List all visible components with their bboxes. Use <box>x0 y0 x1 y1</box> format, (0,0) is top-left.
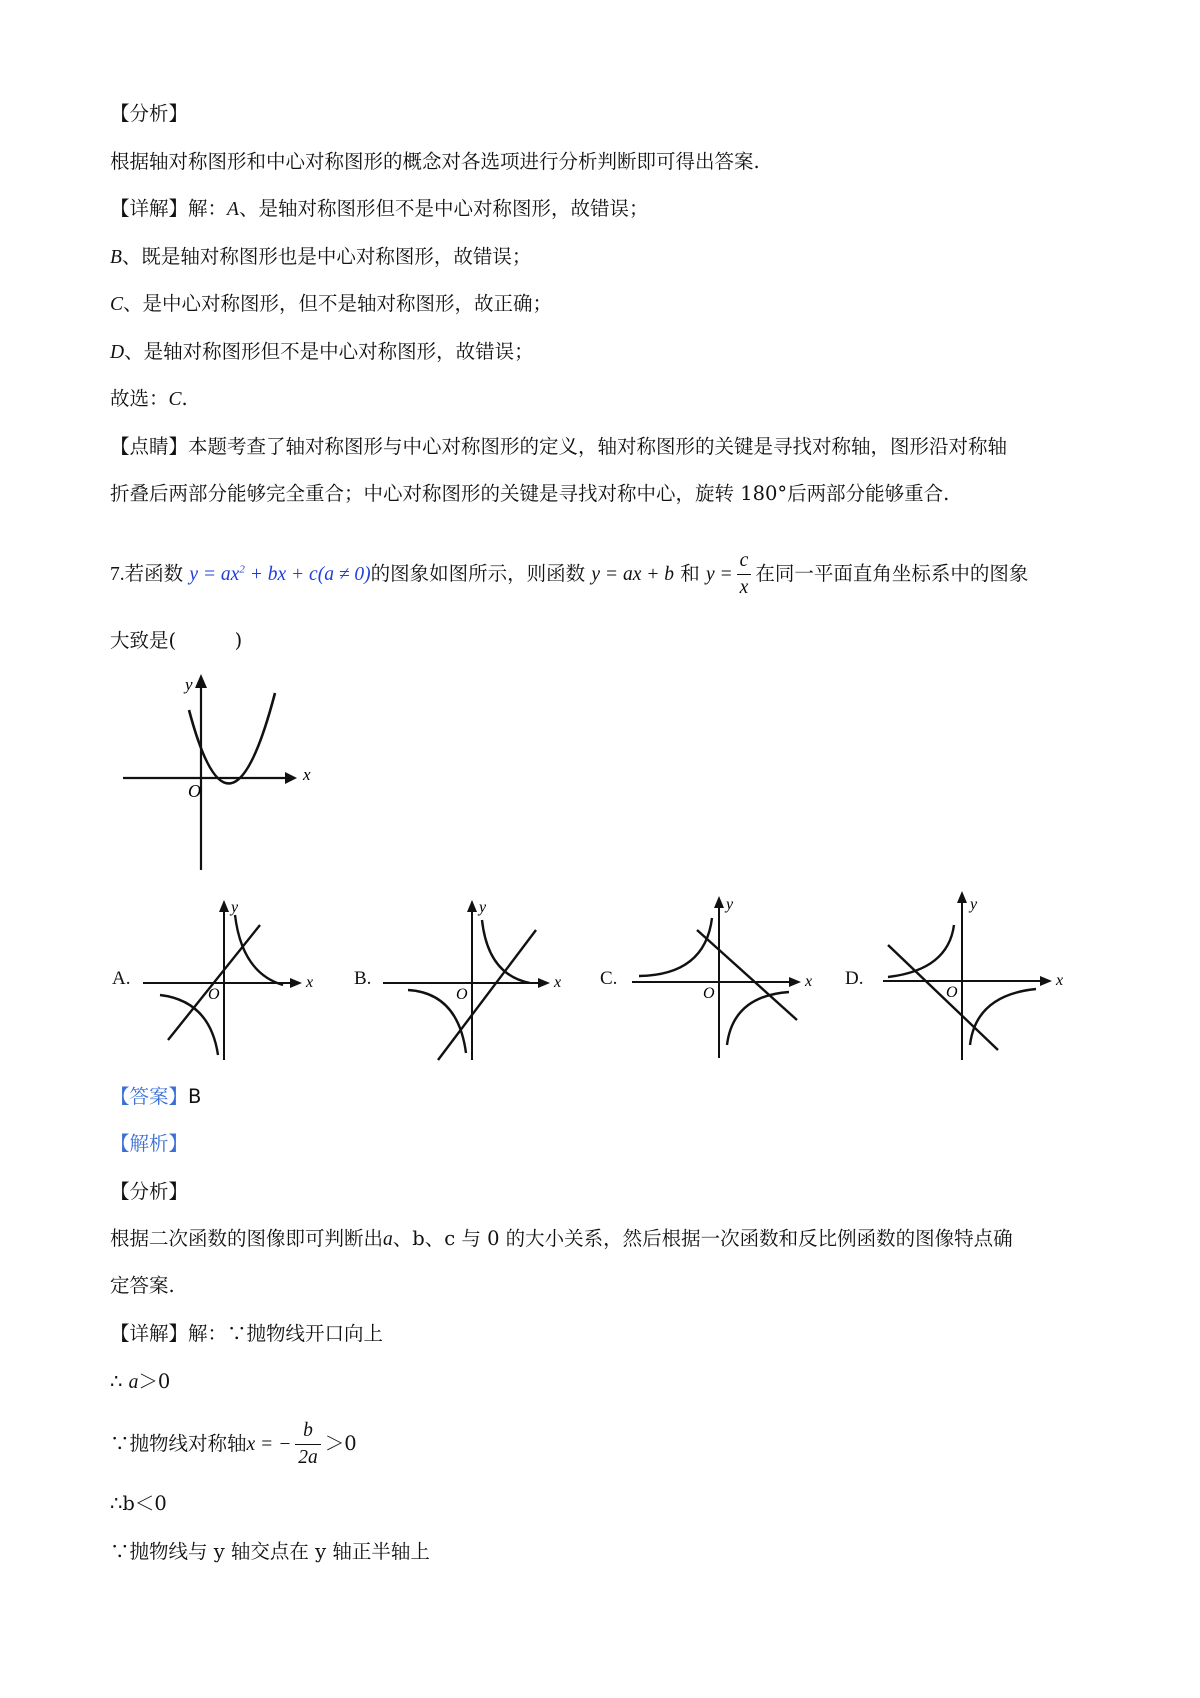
option-c-label[interactable]: C. <box>600 968 618 989</box>
jiexi-tag: 【解析】 <box>110 1132 189 1155</box>
option-c-graph[interactable] <box>627 890 827 1060</box>
y-axis-label: y <box>970 896 978 913</box>
option-b-graph[interactable] <box>378 895 578 1065</box>
option-d-graph[interactable] <box>878 885 1078 1065</box>
inverse-fraction: $\frac{c}{x}$ <box>737 548 752 601</box>
option-b-label[interactable]: B. <box>354 968 372 989</box>
detail-line-d: D、是轴对称图形但不是中心对称图形，故错误； <box>110 340 534 363</box>
x-axis-label: x <box>306 974 314 991</box>
y-axis-label: y <box>185 675 193 694</box>
detail-line-c: C、是中心对称图形，但不是轴对称图形，故正确； <box>110 292 553 315</box>
detail2-line-4: ∴b＜0 <box>110 1492 167 1515</box>
x-axis-label: x <box>303 765 311 784</box>
option-a-label[interactable]: A. <box>112 968 131 989</box>
question-7-line-1: 7.若函数 $y = ax^2$ + bx + c(a ≠ 0)的图象如图所示，则函数 y = ax + b 和 y = $\frac{c}{x}$ 在同一平面直角坐标系中的图象 <box>110 548 1028 601</box>
detail2-line-2: ∴ a＞0 <box>110 1370 171 1393</box>
detail2-line-1: 【详解】解：∵抛物线开口向上 <box>110 1322 384 1345</box>
y-axis-label: y <box>726 896 734 913</box>
option-a-graph[interactable] <box>138 895 338 1065</box>
origin-label: O <box>456 986 468 1003</box>
x-axis-label: x <box>1056 972 1064 989</box>
x-axis-label: x <box>554 974 562 991</box>
origin-label: O <box>208 986 220 1003</box>
detail2-line-5: ∵抛物线与 y 轴交点在 y 轴正半轴上 <box>110 1540 430 1563</box>
x-axis-label: x <box>805 973 813 990</box>
analysis-text: 根据轴对称图形和中心对称图形的概念对各选项进行分析判断即可得出答案. <box>110 150 760 173</box>
answer-line: 【答案】B <box>110 1085 202 1108</box>
origin-label: O <box>946 984 958 1001</box>
detail-line-b: B、既是轴对称图形也是中心对称图形，故错误； <box>110 245 532 268</box>
option-d-label[interactable]: D. <box>845 968 864 989</box>
analysis-tag: 【分析】 <box>110 102 189 125</box>
question-7-line-2: 大致是( ) <box>110 629 243 652</box>
axis-fraction: $\frac{b}{2a}$ <box>295 1418 321 1471</box>
analysis2-line-2: 定答案. <box>110 1274 175 1297</box>
quadratic-formula: $y = ax^2$ + bx + c(a ≠ 0) <box>189 563 371 585</box>
origin-label: O <box>188 781 201 801</box>
detail-line-a: 【详解】解：A、是轴对称图形但不是中心对称图形，故错误； <box>110 197 649 220</box>
y-axis-label: y <box>231 899 239 916</box>
analysis2-tag: 【分析】 <box>110 1180 189 1203</box>
comment-line-1: 【点睛】本题考查了轴对称图形与中心对称图形的定义，轴对称图形的关键是寻找对称轴，图形沿对称轴 <box>110 435 1008 458</box>
analysis2-line-1: 根据二次函数的图像即可判断出a、b、c 与 0 的大小关系，然后根据一次函数和反比例函数的图像特点确 <box>110 1227 1013 1250</box>
comment-line-2: 折叠后两部分能够完全重合；中心对称图形的关键是寻找对称中心，旋转 180°后两部分能够重合. <box>110 482 950 505</box>
origin-label: O <box>703 985 715 1002</box>
choice-line: 故选：C. <box>110 387 188 410</box>
y-axis-label: y <box>479 899 487 916</box>
detail2-line-3: ∵抛物线对称轴x = − $\frac{b}{2a}$ ＞0 <box>110 1418 357 1471</box>
parabola-figure <box>115 670 311 875</box>
